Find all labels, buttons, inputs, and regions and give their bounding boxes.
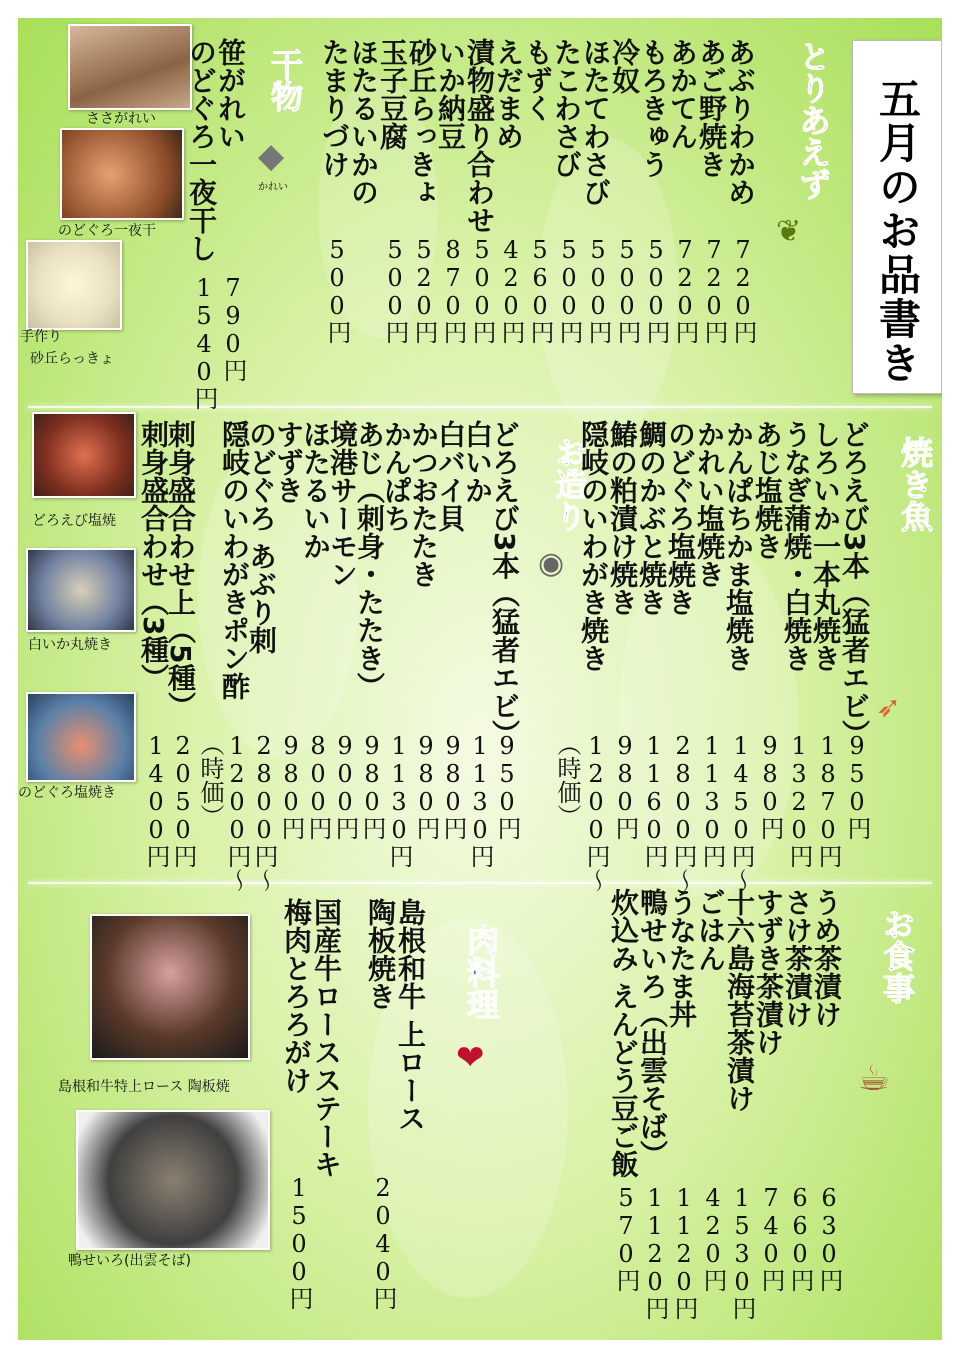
oshokuji-item-price: 660円 (786, 1184, 814, 1292)
himono-item-price: 790円 (219, 274, 247, 382)
photo-caption: 鴨せいろ(出雲そば) (68, 1253, 191, 1269)
toriaezu-item-name: たまりづけ (318, 38, 351, 178)
otsukuri-item-name: あじ（刺身・たたき） (353, 420, 386, 700)
section-divider (28, 406, 932, 408)
otsukuri-item-name: のどぐろ あぶり刺 (245, 420, 278, 654)
yakizakana-item-name: 隠岐のいわがき焼き (577, 420, 610, 672)
otsukuri-item-price: 800円 (304, 732, 332, 840)
section-divider (28, 882, 932, 884)
toriaezu-item-price: 500円 (468, 236, 496, 344)
toriaezu-item-price: 500円 (613, 236, 641, 344)
oshokuji-item-price: 1120円 (641, 1184, 669, 1320)
section-title-himono: 干物 (266, 48, 304, 112)
page-title: 五月のお品書き (873, 77, 922, 385)
flatfish-label: かれい (258, 182, 288, 193)
oshokuji-item-price: 420円 (699, 1184, 727, 1292)
yakizakana-item-name: のどぐろ塩焼き (664, 420, 697, 616)
shimane-wagyu-photo (90, 914, 250, 1060)
toriaezu-item-price: 500円 (323, 236, 351, 344)
oshokuji-item-name: うなたま丼 (665, 888, 698, 1028)
niku-item-price: 1500円 (285, 1174, 313, 1310)
oshokuji-item-price: 1120円 (670, 1184, 698, 1320)
yakizakana-item-price: 980円 (611, 732, 639, 840)
otsukuri-item-name: 白いか (461, 420, 494, 504)
otsukuri-item-name: すずき (272, 420, 305, 504)
toriaezu-item-price: 720円 (700, 236, 728, 344)
otsukuri-item-price: 1200円〜 (223, 732, 251, 892)
oyster-icon: ◉ (538, 546, 565, 581)
oshokuji-item-price: 570円 (612, 1184, 640, 1292)
otsukuri-item-name: 隠岐のいわがきポン酢 (218, 420, 251, 700)
yakizakana-item-price: 1130円 (698, 732, 726, 868)
oshokuji-item-name: 炊込み えんどう豆ご飯 (607, 888, 640, 1178)
menu-page (18, 18, 942, 1340)
otsukuri-item-name: 境港サーモン (326, 420, 359, 588)
otsukuri-item-price: 980円 (358, 732, 386, 840)
otsukuri-item-price: 1400円 (142, 732, 170, 868)
sasagarei-photo (68, 24, 192, 110)
otsukuri-item-name: ほたるいか (299, 420, 332, 560)
section-title-oshokuji: お食事 (878, 908, 916, 1004)
otsukuri-item-price: 980円 (412, 732, 440, 840)
oshokuji-item-name: ごはん (694, 888, 727, 972)
otsukuri-item-name: 白バイ貝 (434, 420, 467, 532)
grilled-fish-icon: ➶ (876, 690, 902, 725)
otsukuri-item-price: 1130円 (385, 732, 413, 868)
oshokuji-item-name: 十六島海苔茶漬け (723, 888, 756, 1112)
toriaezu-item-price: 500円 (642, 236, 670, 344)
otsukuri-item-price: 2800円〜 (250, 732, 278, 892)
toriaezu-item-name: えだまめ (492, 38, 525, 150)
yakizakana-item-price: （時価） (553, 732, 581, 828)
toriaezu-item-name: 玉子豆腐 (376, 38, 409, 150)
otsukuri-item-price: 950円 (493, 732, 521, 840)
photo-caption: 白いか丸焼き (28, 637, 112, 653)
oshokuji-item-name: 鴨せいろ（出雲そば） (636, 888, 669, 1168)
otsukuri-item-name: かつおたたき (407, 420, 440, 588)
toriaezu-item-name: いか納豆 (434, 38, 467, 150)
toriaezu-item-name: 冷奴 (608, 38, 641, 94)
toriaezu-item-price: 560円 (526, 236, 554, 344)
niku-item-name: 島根和牛 上ロース (394, 898, 427, 1132)
toriaezu-item-price: 520円 (410, 236, 438, 344)
oshokuji-item-name: すずき茶漬け (752, 888, 785, 1056)
photo-caption: 手作り (20, 329, 62, 345)
toriaezu-item-name: あご野焼き (695, 38, 728, 178)
himono-item-price: 1540円 (190, 274, 218, 410)
section-title-niku: 肉料理 (462, 924, 500, 1020)
rice-bowl-icon: ☕ (858, 1058, 891, 1099)
toriaezu-item-price: 870円 (439, 236, 467, 344)
yakizakana-item-name: かれい塩焼き (693, 420, 726, 588)
nodoguro-shioyaki-photo (26, 692, 136, 782)
otsukuri-item-name: どろえび3本（猛者エビ） (488, 420, 521, 748)
toriaezu-item-name: もろきゅう (637, 38, 670, 178)
section-title-otsukuri: お造り (550, 436, 588, 532)
toriaezu-item-price: 420円 (497, 236, 525, 344)
toriaezu-item-price: 500円 (584, 236, 612, 344)
kamo-seiro-photo (76, 1110, 270, 1250)
nodoguro-ichiyaboshi-photo (60, 128, 184, 220)
otsukuri-item-price: 980円 (277, 732, 305, 840)
photo-caption: ささがれい (86, 111, 156, 127)
title-card (852, 40, 942, 394)
toriaezu-item-name: ほたるいかの (347, 38, 380, 206)
yakizakana-item-name: 鯛のかぶと焼き (635, 420, 668, 616)
oshokuji-item-price: 1530円 (728, 1184, 756, 1320)
photo-caption: 砂丘らっきょ (30, 351, 114, 367)
yakizakana-item-name: うなぎ蒲焼・白焼き (780, 420, 813, 672)
yakizakana-item-name: かんぱちかま塩焼き (722, 420, 755, 672)
flatfish-icon: ◆ (258, 136, 285, 176)
yakizakana-item-price: 1450円〜 (727, 732, 755, 892)
yakizakana-item-name: あじ塩焼き (751, 420, 784, 560)
otsukuri-item-name: 刺身盛合わせ（3種） (137, 420, 170, 692)
niku-item-name: 梅肉とろろがけ (280, 898, 313, 1094)
otsukuri-item-name: 刺身盛合わせ上（5種） (164, 420, 197, 720)
section-title-yakizakana: 焼き魚 (896, 436, 934, 532)
meat-icon: ❤ (456, 1038, 485, 1078)
yakizakana-item-price: 1870円 (814, 732, 842, 868)
otsukuri-item-price: 2050円 (169, 732, 197, 868)
toriaezu-item-name: あかてん (666, 38, 699, 150)
yakizakana-item-price: 1200円〜 (582, 732, 610, 892)
niku-item-name: 国産牛ロースステーキ (310, 898, 343, 1178)
otsukuri-item-price: （時価） (196, 732, 224, 828)
oshokuji-item-name: うめ茶漬け (810, 888, 843, 1028)
toriaezu-item-name: あぶりわかめ (724, 38, 757, 206)
yakizakana-item-price: 980円 (756, 732, 784, 840)
otsukuri-item-price: 1130円 (466, 732, 494, 868)
yakizakana-item-price: 950円 (843, 732, 871, 840)
otsukuri-item-price: 980円 (439, 732, 467, 840)
toriaezu-item-name: たこわさび (550, 38, 583, 178)
yakizakana-item-name: しろいか一本丸焼き (809, 420, 842, 672)
otsukuri-item-price: 900円 (331, 732, 359, 840)
photo-caption: どろえび塩焼 (32, 513, 116, 529)
oshokuji-item-price: 740円 (757, 1184, 785, 1292)
yakizakana-item-price: 2800円〜 (669, 732, 697, 892)
oshokuji-item-name: さけ茶漬け (781, 888, 814, 1028)
himono-item-name: のどぐろ一夜干し (185, 38, 218, 262)
doroebi-photo (32, 412, 136, 498)
photo-caption: のどぐろ一夜干 (58, 223, 156, 239)
rakkyo-photo (26, 240, 122, 330)
yakizakana-item-name: 鰆の粕漬け焼き (606, 420, 639, 616)
toriaezu-item-name: 砂丘らっきょ (405, 38, 438, 206)
toriaezu-item-name: もずく (521, 38, 554, 122)
toriaezu-item-price: 500円 (381, 236, 409, 344)
toriaezu-item-price: 720円 (671, 236, 699, 344)
yakizakana-item-price: 1160円 (640, 732, 668, 868)
photo-caption: のどぐろ塩焼き (18, 785, 116, 801)
himono-item-name: 笹がれい (214, 38, 247, 150)
toriaezu-item-name: ほたてわさび (579, 38, 612, 206)
shiroika-photo (26, 548, 136, 632)
niku-item-price: 2040円 (369, 1174, 397, 1310)
toriaezu-item-name: 漬物盛り合わせ (463, 38, 496, 234)
niku-item-name: 陶板焼き (364, 898, 397, 1010)
otsukuri-item-name: かんぱち (380, 420, 413, 532)
photo-caption: 島根和牛特上ロース 陶板焼 (58, 1079, 230, 1095)
yakizakana-item-price: 1320円 (785, 732, 813, 868)
oshokuji-item-price: 630円 (815, 1184, 843, 1292)
edamame-icon: ❦ (776, 214, 802, 249)
section-title-toriaezu: とりあえず (794, 40, 832, 200)
toriaezu-item-price: 720円 (729, 236, 757, 344)
toriaezu-item-price: 500円 (555, 236, 583, 344)
yakizakana-item-name: どろえび3本（猛者エビ） (838, 420, 871, 748)
